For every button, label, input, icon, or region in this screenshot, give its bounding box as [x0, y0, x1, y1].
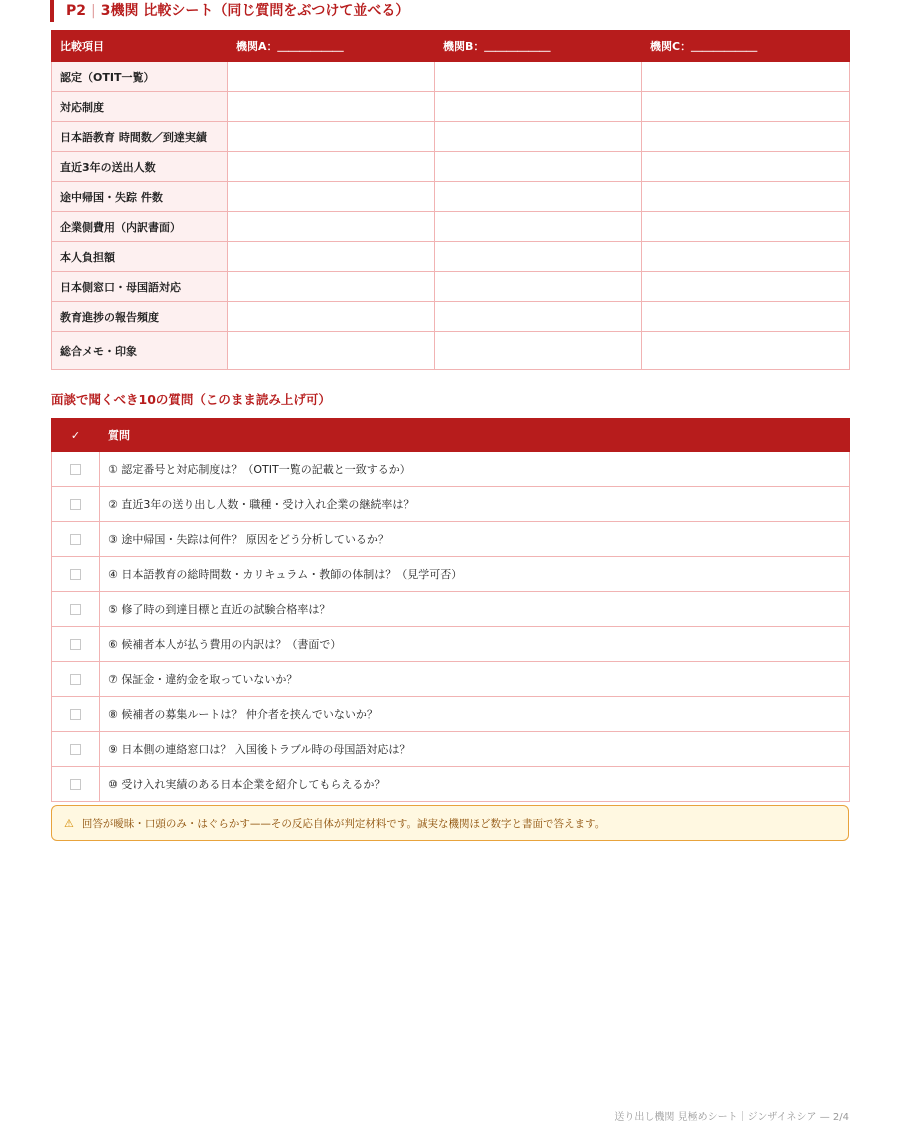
row-label: 日本語教育 時間数／到達実績: [52, 122, 228, 152]
question-checkbox[interactable]: [70, 779, 81, 790]
comparison-row: [52, 152, 850, 182]
question-text: ② 直近3年の送り出し人数・職種・受け入れ企業の継続率は？: [100, 487, 850, 522]
agency-c-cell[interactable]: [642, 92, 850, 122]
question-checkbox[interactable]: [70, 604, 81, 615]
comparison-row: [52, 122, 850, 152]
question-row: [52, 662, 850, 697]
question-text: ③ 途中帰国・失踪は何件？ 原因をどう分析しているか？: [100, 522, 850, 557]
agency-b-cell[interactable]: [435, 92, 642, 122]
row-label: 本人負担額: [52, 242, 228, 272]
comparison-row: [52, 242, 850, 272]
agency-b-cell[interactable]: [435, 62, 642, 92]
agency-c-cell[interactable]: [642, 302, 850, 332]
question-row: [52, 627, 850, 662]
question-text: ④ 日本語教育の総時間数・カリキュラム・教師の体制は？（見学可否）: [100, 557, 850, 592]
agency-c-cell[interactable]: [642, 242, 850, 272]
page-heading: [50, 0, 409, 22]
question-row: [52, 732, 850, 767]
question-row: [52, 522, 850, 557]
header-compare-item: 比較項目: [52, 31, 228, 62]
question-text: ⑨ 日本側の連絡窓口は？ 入国後トラブル時の母国語対応は？: [100, 732, 850, 767]
agency-c-cell[interactable]: [642, 272, 850, 302]
agency-b-cell[interactable]: [435, 332, 642, 370]
row-label: 対応制度: [52, 92, 228, 122]
question-row: [52, 452, 850, 487]
question-text: ① 認定番号と対応制度は？（OTIT一覧の記載と一致するか）: [100, 452, 850, 487]
row-label: 企業側費用（内訳書面）: [52, 212, 228, 242]
question-checkbox[interactable]: [70, 534, 81, 545]
agency-c-cell[interactable]: [642, 182, 850, 212]
warning-icon: ⚠: [64, 816, 74, 830]
agency-c-cell[interactable]: [642, 62, 850, 92]
agency-b-cell[interactable]: [435, 302, 642, 332]
comparison-row: [52, 212, 850, 242]
agency-b-cell[interactable]: [435, 182, 642, 212]
agency-b-cell[interactable]: [435, 122, 642, 152]
warning-text: 回答が曖昧・口頭のみ・はぐらかす——その反応自体が判定材料です。誠実な機関ほど数字と書面で答えます。: [81, 817, 606, 830]
header-agency-a: 機関A：＿＿＿＿＿＿: [228, 31, 435, 62]
check-column-header: ✓: [52, 419, 100, 452]
agency-a-cell[interactable]: [228, 182, 435, 212]
page-title: 3機関 比較シート（同じ質問をぶつけて並べる）: [100, 3, 410, 19]
agency-a-cell[interactable]: [228, 302, 435, 332]
questions-header-row: [52, 419, 850, 452]
question-checkbox[interactable]: [70, 499, 81, 510]
comparison-row: [52, 62, 850, 92]
agency-b-cell[interactable]: [435, 272, 642, 302]
question-row: [52, 767, 850, 802]
question-checkbox[interactable]: [70, 674, 81, 685]
agency-a-cell[interactable]: [228, 212, 435, 242]
page-number: P2: [66, 3, 87, 19]
question-checkbox[interactable]: [70, 709, 81, 720]
question-checkbox[interactable]: [70, 569, 81, 580]
question-checkbox[interactable]: [70, 464, 81, 475]
question-checkbox[interactable]: [70, 639, 81, 650]
row-label: 途中帰国・失踪 件数: [52, 182, 228, 212]
agency-b-cell[interactable]: [435, 242, 642, 272]
agency-a-cell[interactable]: [228, 122, 435, 152]
header-agency-b: 機関B：＿＿＿＿＿＿: [435, 31, 642, 62]
row-label: 日本側窓口・母国語対応: [52, 272, 228, 302]
row-label: 認定（OTIT一覧）: [52, 62, 228, 92]
row-label: 総合メモ・印象: [52, 332, 228, 370]
question-row: [52, 487, 850, 522]
row-label: 教育進捗の報告頻度: [52, 302, 228, 332]
question-row: [52, 592, 850, 627]
comparison-row: [52, 302, 850, 332]
comparison-row: [52, 272, 850, 302]
questions-table: [51, 418, 850, 802]
agency-a-cell[interactable]: [228, 272, 435, 302]
comparison-row: [52, 182, 850, 212]
question-checkbox[interactable]: [70, 744, 81, 755]
question-text: ⑩ 受け入れ実績のある日本企業を紹介してもらえるか？: [100, 767, 850, 802]
question-text: ⑦ 保証金・違約金を取っていないか？: [100, 662, 850, 697]
agency-c-cell[interactable]: [642, 332, 850, 370]
comparison-header-row: [52, 31, 850, 62]
agency-a-cell[interactable]: [228, 152, 435, 182]
row-label: 直近3年の送出人数: [52, 152, 228, 182]
agency-a-cell[interactable]: [228, 332, 435, 370]
comparison-table: [51, 30, 850, 370]
question-column-header: 質問: [100, 419, 850, 452]
agency-b-cell[interactable]: [435, 152, 642, 182]
comparison-row: [52, 92, 850, 122]
agency-a-cell[interactable]: [228, 242, 435, 272]
warning-note: [51, 805, 849, 841]
question-text: ⑥ 候補者本人が払う費用の内訳は？（書面で）: [100, 627, 850, 662]
agency-a-cell[interactable]: [228, 62, 435, 92]
question-text: ⑤ 修了時の到達目標と直近の試験合格率は？: [100, 592, 850, 627]
questions-heading: 面談で聞くべき10の質問（このまま読み上げ可）: [51, 392, 331, 407]
header-agency-c: 機関C：＿＿＿＿＿＿: [642, 31, 850, 62]
agency-b-cell[interactable]: [435, 212, 642, 242]
comparison-row: [52, 332, 850, 370]
question-row: [52, 557, 850, 592]
agency-c-cell[interactable]: [642, 212, 850, 242]
page-footer: 送り出し機関 見極めシート｜ジンザイネシア — 2/4: [614, 1112, 849, 1123]
question-text: ⑧ 候補者の募集ルートは？ 仲介者を挟んでいないか？: [100, 697, 850, 732]
heading-separator: |: [91, 3, 96, 19]
question-row: [52, 697, 850, 732]
agency-a-cell[interactable]: [228, 92, 435, 122]
agency-c-cell[interactable]: [642, 152, 850, 182]
agency-c-cell[interactable]: [642, 122, 850, 152]
